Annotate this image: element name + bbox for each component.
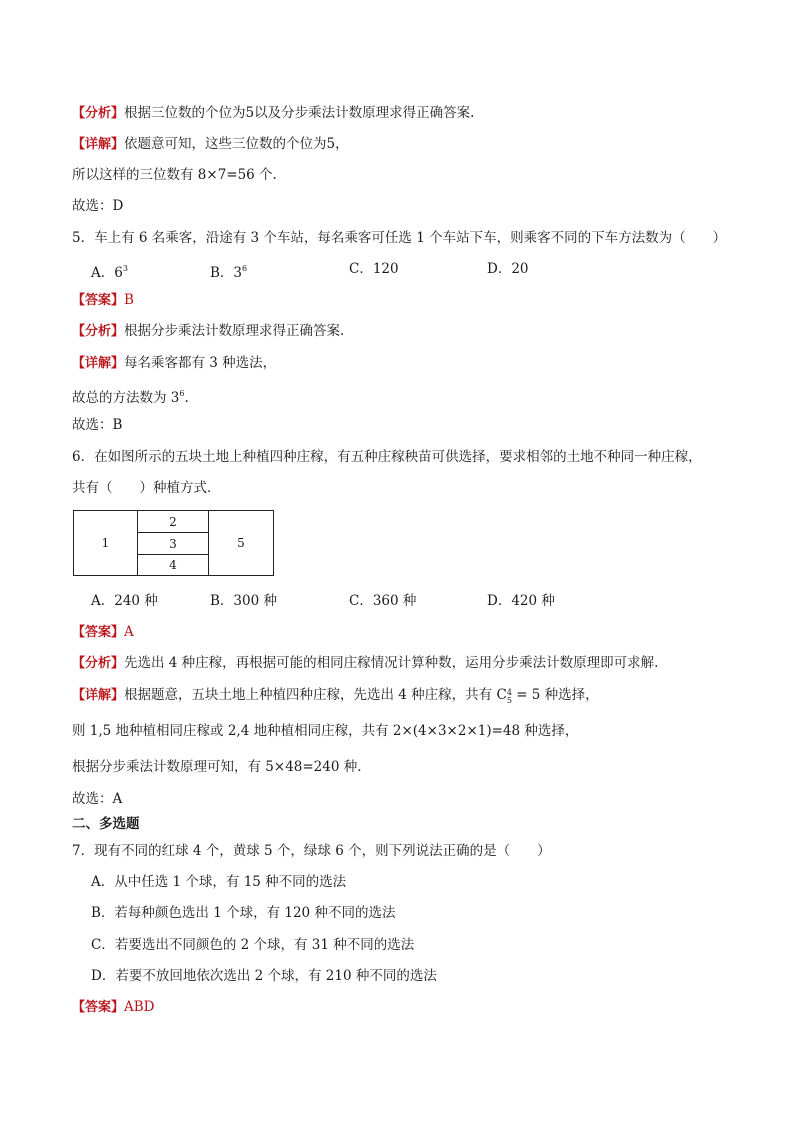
q6-choice: 故选：A <box>72 791 123 807</box>
land-plot-figure <box>73 510 274 576</box>
q5-detail-line2: 故总的方法数为 $3^6$. <box>72 389 189 406</box>
q5-detail <box>72 354 276 373</box>
q6-detail-line3: 根据分步乘法计数原理可知，有 5×48=240 种. <box>72 759 362 775</box>
answer-value: A <box>124 624 134 640</box>
detail-tag: 【详解】 <box>72 137 125 152</box>
q6-analysis <box>72 654 658 673</box>
q7-option-c: C．若要选出不同颜色的 2 个球，有 31 种不同的选法 <box>91 937 415 953</box>
q6-option-d: D．420 种 <box>487 593 555 609</box>
q6-detail: 【详解】根据题意，五块土地上种植四种庄稼，先选出 4 种庄稼，共有 C 4 5 = 5 种选择， <box>72 687 599 705</box>
q5-answer <box>72 291 134 310</box>
answer-tag: 【答案】 <box>72 625 125 640</box>
answer-value: B <box>124 292 134 308</box>
answer-value: ABD <box>124 999 155 1015</box>
detail-text: 依题意可知，这些三位数的个位为5， <box>124 136 349 152</box>
plot-2: 2 <box>169 514 177 529</box>
detail-tag: 【详解】 <box>72 356 125 371</box>
q7-answer <box>72 998 155 1017</box>
q6-answer <box>72 623 134 642</box>
q7-option-d: D．若要不放回地依次选出 2 个球，有 210 种不同的选法 <box>91 968 437 984</box>
detail-tag: 【详解】 <box>72 688 125 703</box>
q6-detail-line2: 则 1,5 地种植相同庄稼或 2,4 地种植相同庄稼，共有 2×(4×3×2×1)=48 种选择， <box>72 723 579 739</box>
analysis-text: 先选出 4 种庄稼，再根据可能的相同庄稼情况计算种数，运用分步乘法计数原理即可求解. <box>124 655 659 671</box>
q5-option-c: C．120 <box>349 261 399 277</box>
q6-option-a: A．240 种 <box>91 593 158 609</box>
analysis-text: 根据分步乘法计数原理求得正确答案. <box>124 323 345 339</box>
analysis-tag: 【分析】 <box>72 106 125 121</box>
q6-stem-line2: 共有（ ）种植方式． <box>72 480 221 496</box>
analysis-tag: 【分析】 <box>72 324 125 339</box>
q4-analysis <box>72 104 474 123</box>
q6-option-c: C．360 种 <box>349 593 417 609</box>
q5-option-d: D．20 <box>487 261 529 277</box>
plot-5: 5 <box>237 536 245 550</box>
q7-option-a: A．从中任选 1 个球，有 15 种不同的选法 <box>91 874 347 890</box>
q5-choice: 故选：B <box>72 417 123 433</box>
analysis-text: 根据三位数的个位为5以及分步乘法计数原理求得正确答案. <box>124 105 475 121</box>
answer-tag: 【答案】 <box>72 1000 125 1015</box>
q7-stem: 7．现有不同的红球 4 个，黄球 5 个，绿球 6 个，则下列说法正确的是（ ） <box>72 843 551 859</box>
q7-option-b: B．若每种颜色选出 1 个球，有 120 种不同的选法 <box>91 905 396 921</box>
section-heading: 二、多选题 <box>72 816 140 832</box>
analysis-tag: 【分析】 <box>72 656 125 671</box>
q5-analysis <box>72 322 344 341</box>
q4-choice: 故选：D <box>72 198 124 214</box>
plot-3: 3 <box>169 536 177 551</box>
detail-text: 每名乘客都有 3 种选法， <box>124 355 277 371</box>
plot-4: 4 <box>169 558 177 572</box>
q5-option-b: B．$3^6$ <box>210 264 248 281</box>
q5-stem: 5．车上有 6 名乘客，沿途有 3 个车站，每名乘客可任选 1 个车站下车，则乘客不同的下车方法数为（ ） <box>72 230 727 246</box>
plot-1: 1 <box>101 536 110 550</box>
answer-tag: 【答案】 <box>72 293 125 308</box>
q4-detail <box>72 135 349 154</box>
q5-option-a: A．$6^3$ <box>91 264 128 281</box>
q4-detail-line2: 所以这样的三位数有 8×7=56 个. <box>72 167 277 183</box>
q6-stem-line1: 6．在如图所示的五块土地上种植四种庄稼，有五种庄稼秧苗可供选择，要求相邻的土地不种同一种庄稼， <box>72 449 702 465</box>
q6-option-b: B．300 种 <box>210 593 277 609</box>
